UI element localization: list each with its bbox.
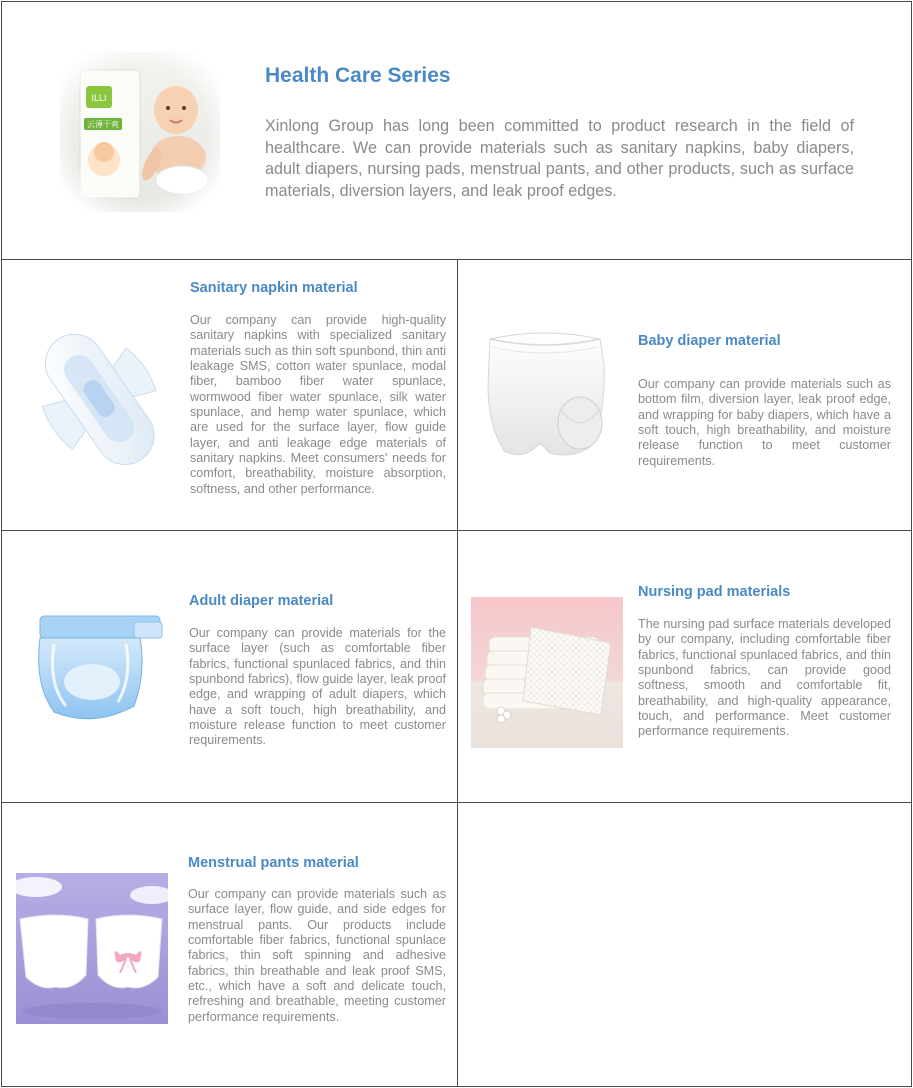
menstrual-pants-description: Our company can provide materials such as surface layer, flow guide, and side edges for menstrual pants. Our products include comfortable fiber fabrics, functional spunlace fabrics, thin soft spinning and adhesive fabrics, thin breathable and leak proof SMS, etc., which have a soft and delicate touch, refreshing and breathable, meeting customer performance requirements. [188, 887, 446, 1024]
nursing-pad-image [471, 597, 623, 748]
adult-diaper-description: Our company can provide materials for the surface layer (such as comfortable fiber fabrics, functional spunlaced fabrics, and thin spunbond fabrics), flow guide layer, leak proof edge, and wrapping of adult diapers, which have a soft touch, high breathability, and moisture release function to meet customer requirements. [189, 626, 446, 748]
sanitary-napkin-title: Sanitary napkin material [190, 280, 358, 296]
sanitary-napkin-image [30, 318, 170, 478]
nursing-pad-description: The nursing pad surface materials developed by our company, including comfortable fiber fabrics, functional spunlaced fabrics, and thin spunbond fabrics, can provide good softness, smooth and comfortable fit, breathability, and high-quality appearance, touch, and performance. Meet customer performance requirements. [638, 617, 891, 739]
baby-diaper-image [480, 325, 610, 470]
divider-vertical [457, 259, 458, 1087]
diaper-package-baby-image [60, 52, 220, 212]
page-title: Health Care Series [265, 64, 451, 87]
menstrual-pants-image [16, 873, 168, 1024]
baby-diaper-title: Baby diaper material [638, 333, 781, 349]
baby-diaper-description: Our company can provide materials such as bottom film, diversion layer, leak proof edge, and wrapping for baby diapers, which have a soft touch, high breathability, and moisture release function to meet customer requirements. [638, 377, 891, 468]
menstrual-pants-title: Menstrual pants material [188, 855, 359, 871]
page-intro: Xinlong Group has long been committed to product research in the field of healthcare. We can provide materials such as sanitary napkins, baby diapers, adult diapers, nursing pads, menstrual pants, and other products, such as surface materials, diversion layers, and leak proof edges. [265, 117, 854, 200]
adult-diaper-image [14, 594, 174, 734]
nursing-pad-title: Nursing pad materials [638, 584, 791, 600]
sanitary-napkin-description: Our company can provide high-quality sanitary napkins with specialized sanitary materials such as thin soft spunbond, thin anti leakage SMS, cotton water spunlace, modal fiber, bamboo fiber water spunlace, wormwood fiber water spunlace, silk water spunlace, and hemp water spunlace, which are used for the surface layer, flow guide layer, and anti leakage edge materials of sanitary napkins. Meet consumers' needs for comfort, breathability, moisture absorption, softness, and other performance. [190, 313, 446, 496]
adult-diaper-title: Adult diaper material [189, 593, 334, 609]
